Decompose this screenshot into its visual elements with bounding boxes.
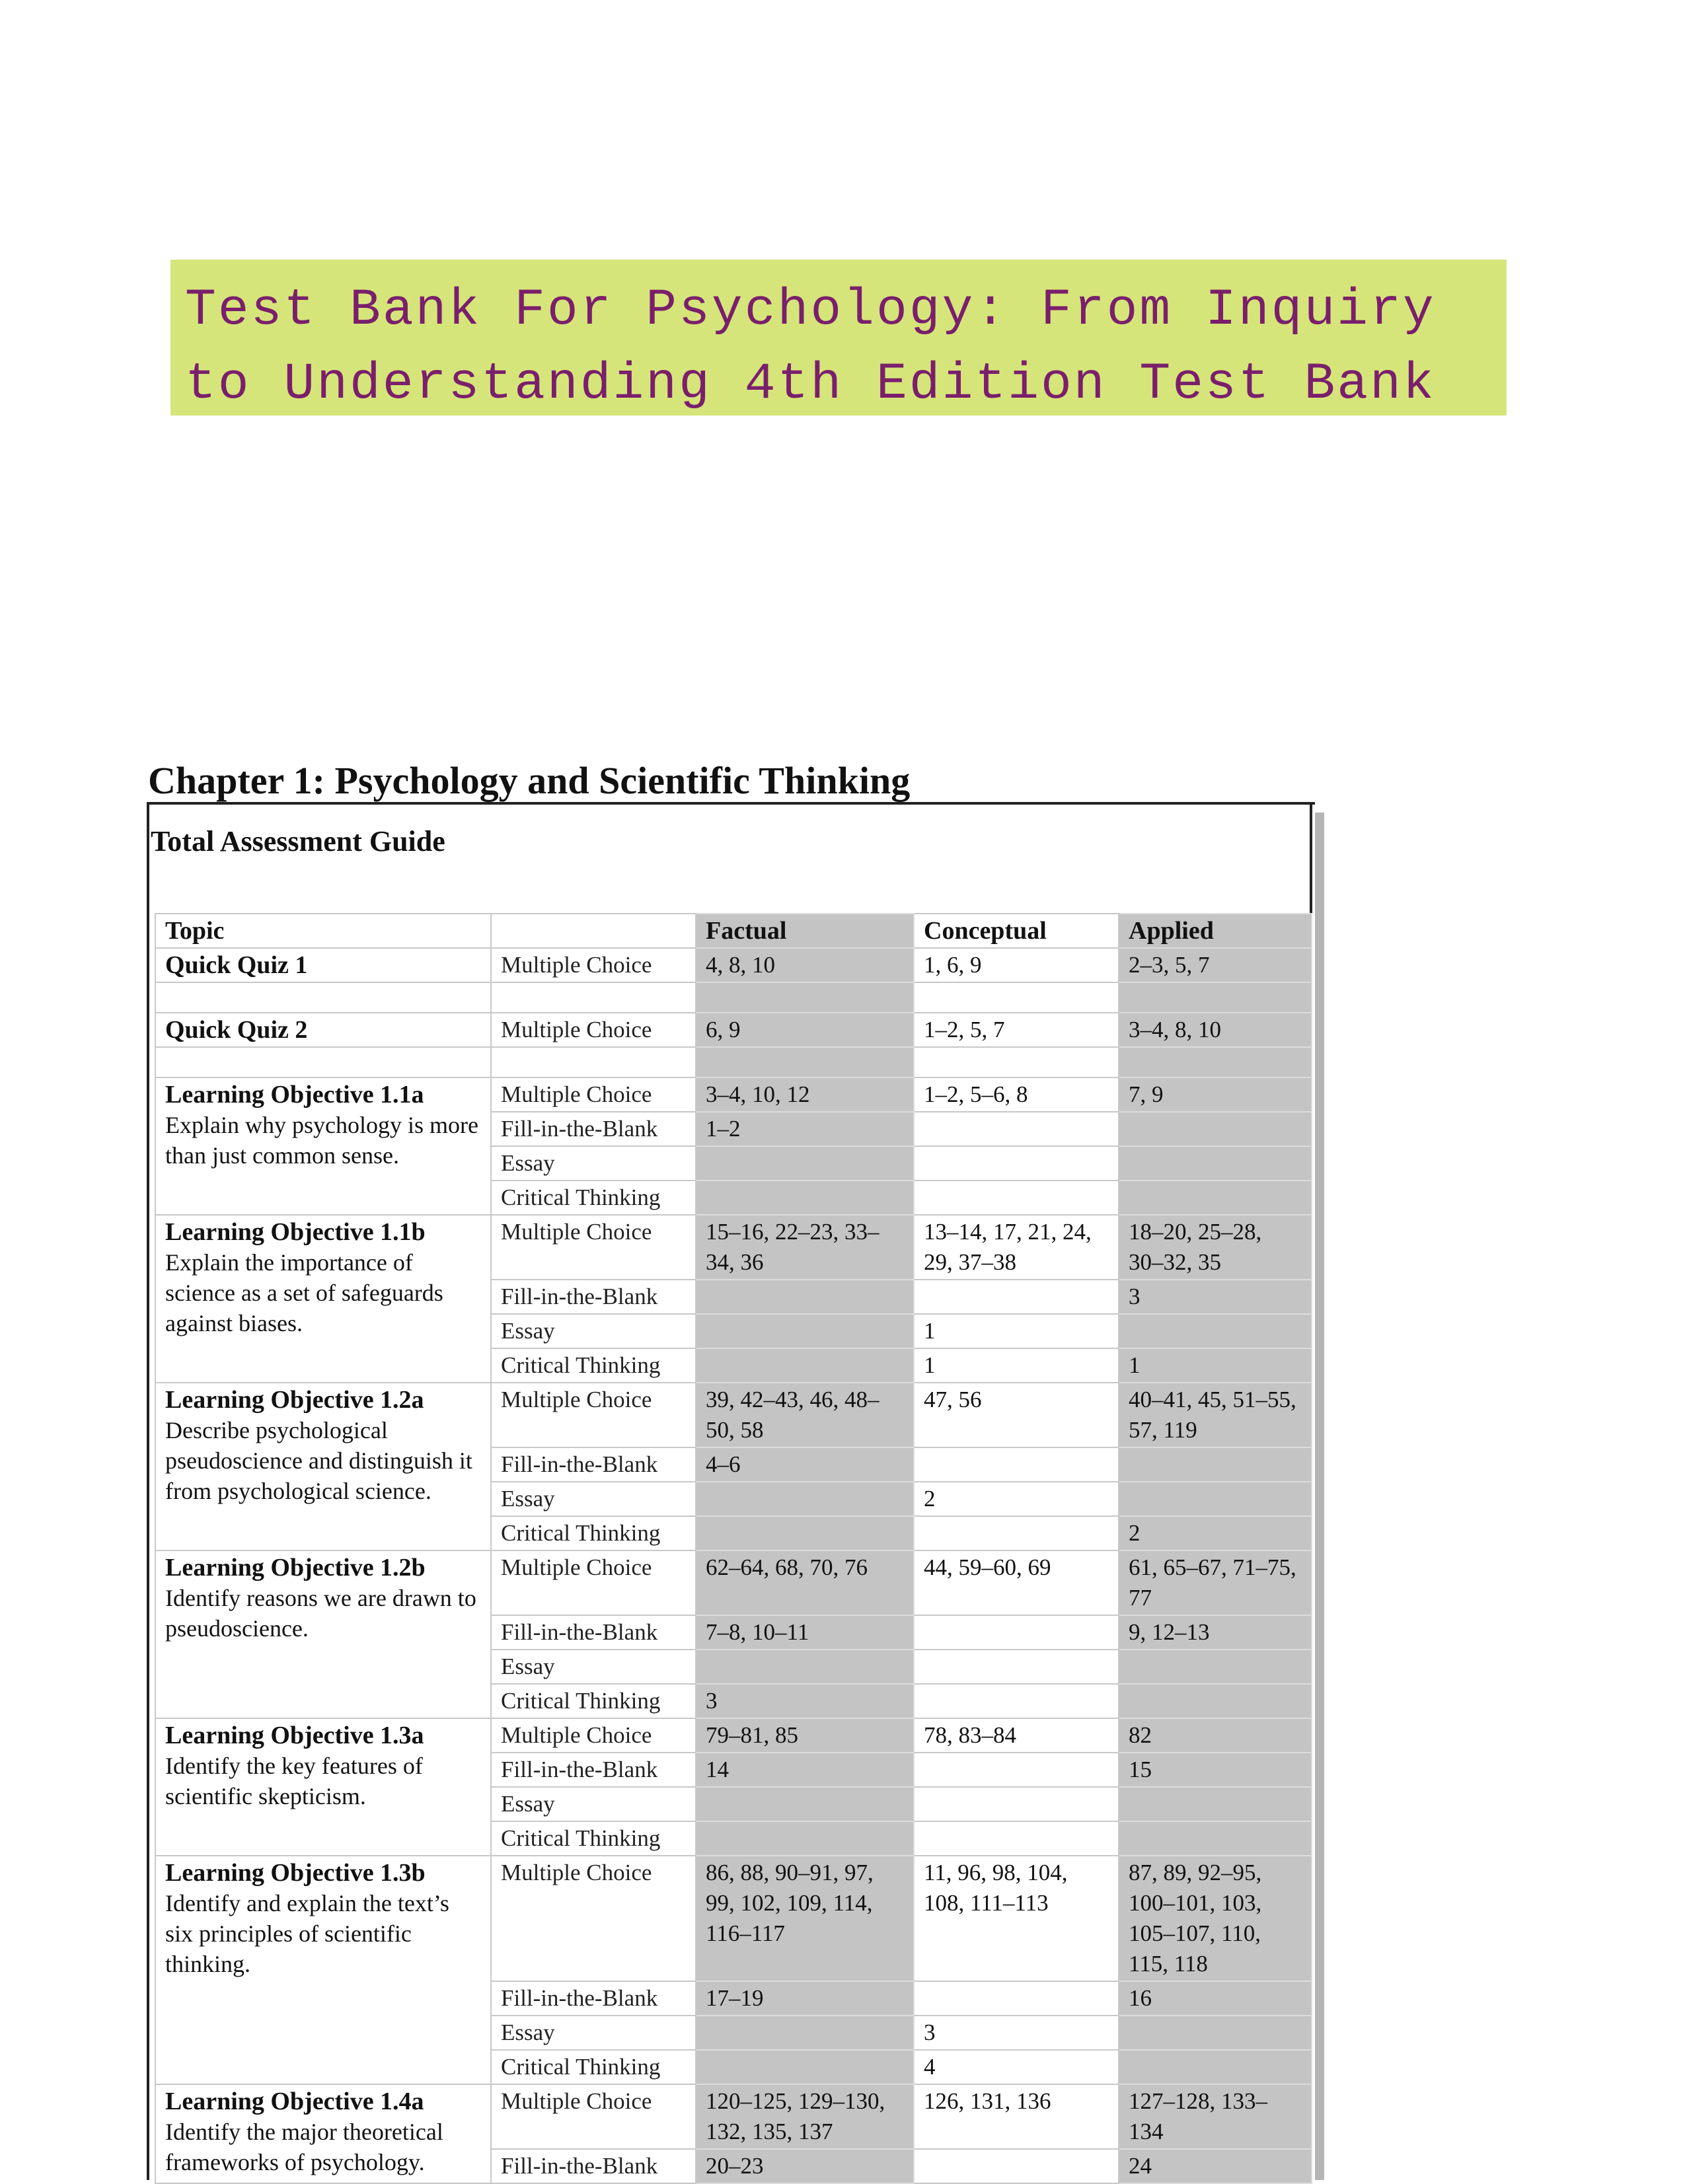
factual-cell: 62–64, 68, 70, 76 [696, 1550, 914, 1615]
conceptual-cell: 3 [914, 2016, 1119, 2050]
question-format: Multiple Choice [491, 1383, 696, 1447]
objective-title: Learning Objective 1.3a [165, 1722, 424, 1749]
factual-cell [696, 1181, 914, 1215]
question-format: Fill-in-the-Blank [491, 1112, 696, 1146]
applied-cell [1119, 1314, 1312, 1348]
header-applied: Applied [1119, 914, 1312, 948]
applied-cell [1119, 1821, 1312, 1856]
banner-line-2: to Understanding 4th Edition Test Bank [185, 355, 1436, 414]
factual-cell: 3–4, 10, 12 [696, 1077, 914, 1112]
conceptual-cell: 13–14, 17, 21, 24, 29, 37–38 [914, 1215, 1119, 1280]
objective-title: Learning Objective 1.3b [165, 1859, 426, 1887]
table-row [155, 1856, 1312, 1981]
table-row [155, 1077, 1312, 1112]
factual-cell [696, 1650, 914, 1684]
applied-cell [1119, 1146, 1312, 1181]
factual-cell [696, 1280, 914, 1314]
conceptual-cell [914, 1112, 1119, 1146]
factual-cell: 17–19 [696, 1981, 914, 2016]
conceptual-cell: 1 [914, 1348, 1119, 1383]
header-topic: Topic [155, 914, 491, 948]
factual-cell [696, 2050, 914, 2084]
question-format: Critical Thinking [491, 1821, 696, 1856]
question-format: Fill-in-the-Blank [491, 1615, 696, 1650]
guide-title: Total Assessment Guide [151, 825, 445, 857]
conceptual-cell: 11, 96, 98, 104, 108, 111–113 [914, 1856, 1119, 1981]
conceptual-cell [914, 1753, 1119, 1787]
factual-cell [696, 2016, 914, 2050]
applied-cell: 7, 9 [1119, 1077, 1312, 1112]
applied-cell [1119, 2016, 1312, 2050]
factual-cell: 79–81, 85 [696, 1718, 914, 1753]
applied-cell: 15 [1119, 1753, 1312, 1787]
conceptual-cell [914, 1981, 1119, 2016]
factual-cell: 3 [696, 1684, 914, 1718]
question-format: Essay [491, 1787, 696, 1821]
question-format: Critical Thinking [491, 1181, 696, 1215]
question-format: Multiple Choice [491, 1856, 696, 1981]
objective-cell [155, 1383, 491, 1550]
factual-cell: 7–8, 10–11 [696, 1615, 914, 1650]
question-format: Fill-in-the-Blank [491, 1753, 696, 1787]
conceptual-cell [914, 1447, 1119, 1482]
applied-cell: 127–128, 133–134 [1119, 2084, 1312, 2149]
question-format: Fill-in-the-Blank [491, 1280, 696, 1314]
table-row [155, 2084, 1312, 2149]
factual-cell [696, 1348, 914, 1383]
objective-cell [155, 1077, 491, 1215]
applied-cell [1119, 1684, 1312, 1718]
applied-cell: 1 [1119, 1348, 1312, 1383]
factual-cell [696, 1787, 914, 1821]
question-format: Multiple Choice [491, 1013, 696, 1047]
header-conceptual: Conceptual [914, 914, 1119, 948]
applied-cell: 87, 89, 92–95, 100–101, 103, 105–107, 110, 115, 118 [1119, 1856, 1312, 1981]
factual-cell: 39, 42–43, 46, 48–50, 58 [696, 1383, 914, 1447]
applied-cell: 3 [1119, 1280, 1312, 1314]
applied-cell: 9, 12–13 [1119, 1615, 1312, 1650]
factual-cell [696, 1821, 914, 1856]
applied-cell: 61, 65–67, 71–75, 77 [1119, 1550, 1312, 1615]
quiz-name: Quick Quiz 2 [155, 1013, 491, 1047]
factual-cell: 120–125, 129–130, 132, 135, 137 [696, 2084, 914, 2149]
table-row [155, 948, 1312, 982]
table-row [155, 1718, 1312, 1753]
question-format: Essay [491, 1482, 696, 1516]
factual-cell: 6, 9 [696, 1013, 914, 1047]
objective-title: Learning Objective 1.2a [165, 1386, 424, 1414]
table-row [155, 1215, 1312, 1280]
applied-cell [1119, 1112, 1312, 1146]
applied-cell: 16 [1119, 1981, 1312, 2016]
applied-cell: 2–3, 5, 7 [1119, 948, 1312, 982]
factual-cell: 4–6 [696, 1447, 914, 1482]
conceptual-cell [914, 1280, 1119, 1314]
question-format: Multiple Choice [491, 2084, 696, 2149]
frame-shadow [1315, 813, 1324, 2180]
factual-cell: 14 [696, 1753, 914, 1787]
applied-cell [1119, 1482, 1312, 1516]
applied-cell: 2 [1119, 1516, 1312, 1550]
factual-cell: 4, 8, 10 [696, 948, 914, 982]
conceptual-cell: 2 [914, 1482, 1119, 1516]
applied-cell [1119, 1650, 1312, 1684]
banner-line-1: Test Bank For Psychology: From Inquiry [185, 281, 1436, 340]
objective-title: Learning Objective 1.1b [165, 1218, 426, 1246]
objective-cell [155, 1856, 491, 2084]
question-format: Critical Thinking [491, 2050, 696, 2084]
objective-description: Explain why psychology is more than just common sense. [165, 1112, 478, 1169]
conceptual-cell [914, 1615, 1119, 1650]
applied-cell [1119, 2050, 1312, 2084]
objective-cell [155, 2084, 491, 2183]
objective-description: Explain the importance of science as a set of safeguards against biases. [165, 1249, 443, 1336]
question-format: Essay [491, 1314, 696, 1348]
factual-cell: 15–16, 22–23, 33–34, 36 [696, 1215, 914, 1280]
question-format: Fill-in-the-Blank [491, 2149, 696, 2183]
table-row [155, 1013, 1312, 1047]
question-format: Multiple Choice [491, 1215, 696, 1280]
objective-title: Learning Objective 1.2b [165, 1554, 426, 1582]
factual-cell: 1–2 [696, 1112, 914, 1146]
conceptual-cell [914, 1821, 1119, 1856]
conceptual-cell [914, 1181, 1119, 1215]
objective-cell [155, 1215, 491, 1383]
chapter-title: Chapter 1: Psychology and Scientific Thinking [148, 759, 911, 802]
question-format: Multiple Choice [491, 948, 696, 982]
conceptual-cell: 1 [914, 1314, 1119, 1348]
header-factual: Factual [696, 914, 914, 948]
question-format: Fill-in-the-Blank [491, 1447, 696, 1482]
factual-cell [696, 1146, 914, 1181]
applied-cell: 18–20, 25–28, 30–32, 35 [1119, 1215, 1312, 1280]
table-row [155, 1383, 1312, 1447]
question-format: Multiple Choice [491, 1550, 696, 1615]
objective-cell [155, 1550, 491, 1718]
factual-cell [696, 1516, 914, 1550]
question-format: Multiple Choice [491, 1077, 696, 1112]
conceptual-cell [914, 2149, 1119, 2183]
factual-cell [696, 1314, 914, 1348]
question-format: Essay [491, 1146, 696, 1181]
objective-description: Identify the key features of scientific skepticism. [165, 1753, 423, 1809]
factual-cell: 86, 88, 90–91, 97, 99, 102, 109, 114, 116–117 [696, 1856, 914, 1981]
objective-title: Learning Objective 1.1a [165, 1081, 424, 1109]
conceptual-cell: 1, 6, 9 [914, 948, 1119, 982]
question-format: Essay [491, 1650, 696, 1684]
table-row [155, 1550, 1312, 1615]
quiz-name: Quick Quiz 1 [155, 948, 491, 982]
conceptual-cell: 47, 56 [914, 1383, 1119, 1447]
applied-cell [1119, 1787, 1312, 1821]
question-format: Essay [491, 2016, 696, 2050]
factual-cell [696, 1482, 914, 1516]
question-format: Multiple Choice [491, 1718, 696, 1753]
conceptual-cell [914, 1650, 1119, 1684]
factual-cell: 20–23 [696, 2149, 914, 2183]
conceptual-cell: 1–2, 5, 7 [914, 1013, 1119, 1047]
conceptual-cell [914, 1516, 1119, 1550]
applied-cell: 40–41, 45, 51–55, 57, 119 [1119, 1383, 1312, 1447]
header-row [155, 914, 1312, 948]
applied-cell: 3–4, 8, 10 [1119, 1013, 1312, 1047]
objective-title: Learning Objective 1.4a [165, 2088, 424, 2115]
conceptual-cell [914, 1787, 1119, 1821]
spacer-row [155, 982, 1312, 1013]
objective-description: Describe psychological pseudoscience and distinguish it from psychological science. [165, 1417, 472, 1504]
question-format: Critical Thinking [491, 1348, 696, 1383]
conceptual-cell: 78, 83–84 [914, 1718, 1119, 1753]
assessment-table [155, 913, 1312, 2184]
objective-description: Identify reasons we are drawn to pseudoscience. [165, 1585, 476, 1642]
applied-cell [1119, 1447, 1312, 1482]
applied-cell [1119, 1181, 1312, 1215]
conceptual-cell: 1–2, 5–6, 8 [914, 1077, 1119, 1112]
conceptual-cell: 4 [914, 2050, 1119, 2084]
question-format: Fill-in-the-Blank [491, 1981, 696, 2016]
conceptual-cell: 126, 131, 136 [914, 2084, 1119, 2149]
banner-title [185, 273, 1507, 421]
applied-cell: 24 [1119, 2149, 1312, 2183]
question-format: Critical Thinking [491, 1684, 696, 1718]
objective-cell [155, 1718, 491, 1856]
conceptual-cell: 44, 59–60, 69 [914, 1550, 1119, 1615]
conceptual-cell [914, 1146, 1119, 1181]
question-format: Critical Thinking [491, 1516, 696, 1550]
header-format [491, 914, 696, 948]
conceptual-cell [914, 1684, 1119, 1718]
spacer-row [155, 1047, 1312, 1077]
applied-cell: 82 [1119, 1718, 1312, 1753]
table-body [155, 948, 1312, 2183]
objective-description: Identify and explain the text’s six principles of scientific thinking. [165, 1890, 449, 1977]
objective-description: Identify the major theoretical frameworks of psychology. [165, 2119, 443, 2175]
